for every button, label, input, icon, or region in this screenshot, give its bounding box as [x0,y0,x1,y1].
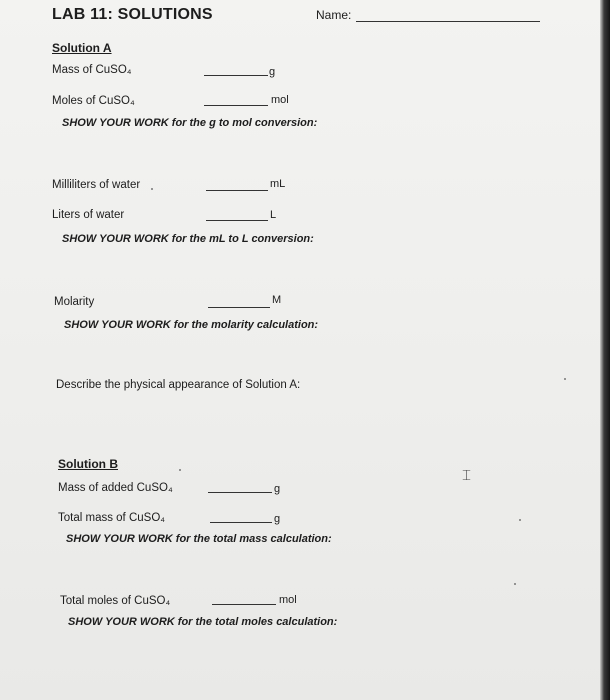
paper-speck [519,519,521,521]
solution-a-heading: Solution A [52,41,112,55]
moles-cuso4-unit: mol [271,94,289,106]
page-edge-shadow [600,0,610,700]
name-label: Name: [316,8,352,22]
molarity-blank[interactable] [208,307,270,308]
total-mass-label: Total mass of CuSO₄ [58,512,165,524]
total-moles-blank[interactable] [212,604,276,605]
text-cursor-icon: ⌶ [462,466,472,484]
total-moles-label: Total moles of CuSO₄ [60,595,171,607]
name-field[interactable] [356,21,540,22]
paper-speck [179,469,181,471]
solution-b-heading: Solution B [58,457,118,471]
liters-water-blank[interactable] [206,220,268,221]
moles-cuso4-blank[interactable] [204,105,268,106]
molarity-unit: M [272,294,282,306]
appearance-prompt: Describe the physical appearance of Solution A: [56,379,301,391]
paper-speck [151,188,153,190]
page-title: LAB 11: SOLUTIONS [52,6,213,23]
total-moles-unit: mol [279,594,297,606]
milliliters-water-unit: mL [270,178,286,190]
liters-water-unit: L [270,209,277,221]
paper-speck [514,583,516,585]
milliliters-water-blank[interactable] [206,190,268,191]
mass-cuso4-blank[interactable] [204,75,268,76]
molarity-work-prompt: SHOW YOUR WORK for the molarity calculation: [64,319,319,331]
milliliters-water-label: Milliliters of water [52,179,141,191]
added-mass-label: Mass of added CuSO₄ [58,482,173,494]
liters-water-label: Liters of water [52,209,125,221]
added-mass-blank[interactable] [208,492,272,493]
moles-cuso4-label: Moles of CuSO₄ [52,95,135,107]
mass-cuso4-label: Mass of CuSO₄ [52,64,132,76]
total-moles-work-prompt: SHOW YOUR WORK for the total moles calculation: [68,616,338,628]
liters-work-prompt: SHOW YOUR WORK for the mL to L conversion: [62,233,314,245]
mass-cuso4-unit: g [269,66,276,78]
total-mass-work-prompt: SHOW YOUR WORK for the total mass calculation: [66,533,332,545]
total-mass-blank[interactable] [210,522,272,523]
molarity-label: Molarity [54,296,95,308]
total-mass-unit: g [274,513,281,525]
added-mass-unit: g [274,483,281,495]
moles-work-prompt: SHOW YOUR WORK for the g to mol conversion: [62,117,318,129]
paper-speck [564,378,566,380]
